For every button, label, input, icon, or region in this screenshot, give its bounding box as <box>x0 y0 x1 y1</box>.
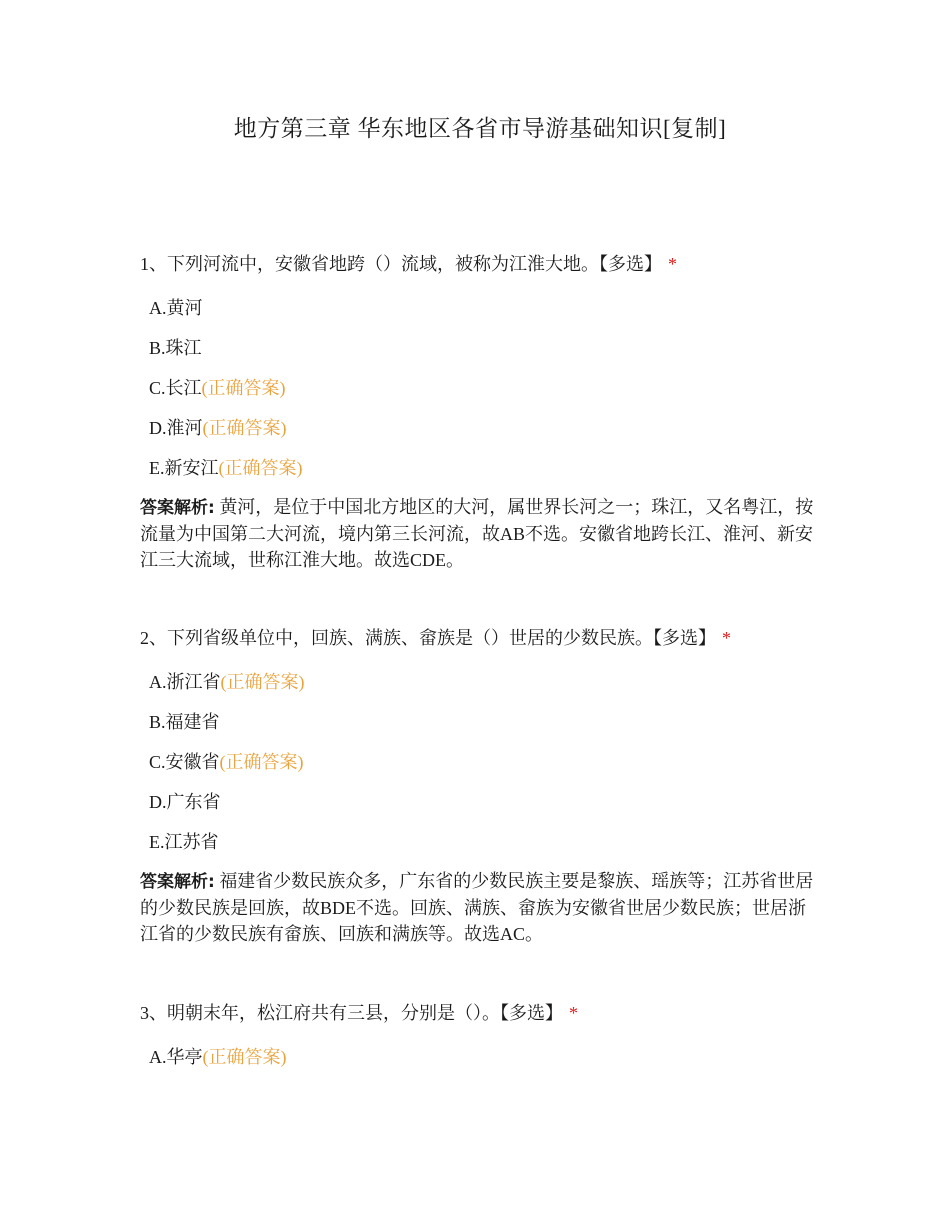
correct-answer-tag: (正确答案) <box>202 418 287 438</box>
required-mark: * <box>569 1003 578 1023</box>
option-d[interactable]: D.淮河(正确答案) <box>149 418 287 438</box>
question-2 <box>140 626 820 947</box>
correct-answer-tag: (正确答案) <box>220 672 305 692</box>
question-text: 1、下列河流中，安徽省地跨（）流域，被称为江淮大地。【多选】 * <box>140 254 677 274</box>
option-list <box>140 1037 820 1077</box>
answer-analysis: 答案解析: 黄河，是位于中国北方地区的大河，属世界长河之一；珠江，又名粤江，按流量为中国第二大河流，境内第三长河流，故AB不选。安徽省地跨长江、淮河、新安江三大流域，世称江淮大地。故选CDE。 <box>140 497 814 570</box>
option-list <box>140 662 820 862</box>
option-e[interactable]: E.新安江(正确答案) <box>149 458 303 478</box>
page-title: 地方第三章 华东地区各省市导游基础知识[复制] <box>233 116 727 141</box>
option-b[interactable]: B.珠江 <box>149 338 202 358</box>
required-mark: * <box>722 628 731 648</box>
required-mark: * <box>668 254 677 274</box>
option-e[interactable]: E.江苏省 <box>149 832 219 852</box>
option-list <box>140 288 820 488</box>
correct-answer-tag: (正确答案) <box>201 378 286 398</box>
analysis-label: 答案解析: <box>140 872 215 892</box>
correct-answer-tag: (正确答案) <box>202 1047 287 1067</box>
option-c[interactable]: C.安徽省(正确答案) <box>149 752 304 772</box>
correct-answer-tag: (正确答案) <box>218 458 303 478</box>
option-d[interactable]: D.广东省 <box>149 792 221 812</box>
option-a[interactable]: A.华亭(正确答案) <box>149 1047 287 1067</box>
option-c[interactable]: C.长江(正确答案) <box>149 378 286 398</box>
correct-answer-tag: (正确答案) <box>219 752 304 772</box>
answer-analysis: 答案解析: 福建省少数民族众多，广东省的少数民族主要是黎族、瑶族等；江苏省世居的少数民族是回族，故BDE不选。回族、满族、畲族为安徽省世居少数民族；世居浙江省的少数民族有畲族、回族和满族等。故选AC。 <box>140 871 814 944</box>
question-3 <box>140 1001 820 1077</box>
option-a[interactable]: A.浙江省(正确答案) <box>149 672 305 692</box>
question-text: 2、下列省级单位中，回族、满族、畲族是（）世居的少数民族。【多选】 * <box>140 628 731 648</box>
option-a[interactable]: A.黄河 <box>149 298 203 318</box>
question-1 <box>140 252 820 573</box>
analysis-label: 答案解析: <box>140 498 215 518</box>
question-text: 3、明朝末年，松江府共有三县，分别是（）。【多选】 * <box>140 1003 578 1023</box>
option-b[interactable]: B.福建省 <box>149 712 220 732</box>
